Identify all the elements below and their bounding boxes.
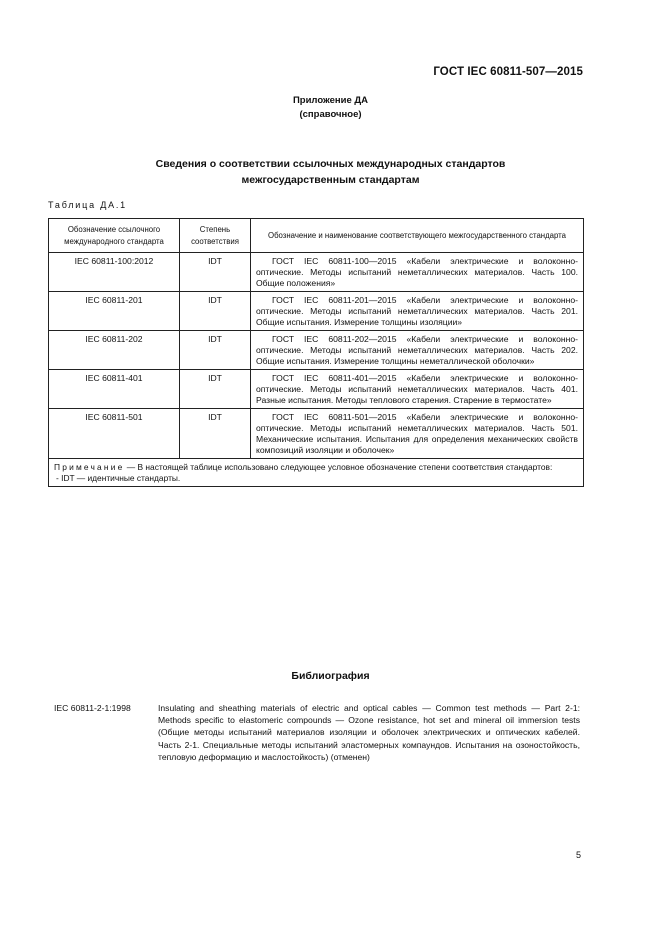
degree-cell: IDT [180, 253, 251, 292]
ref-standard-cell: IEC 60811-202 [49, 331, 180, 370]
ref-standard-cell: IEC 60811-100:2012 [49, 253, 180, 292]
ref-standard-cell: IEC 60811-201 [49, 292, 180, 331]
description-cell: ГОСТ IEC 60811-501—2015 «Кабели электрические и волоконно-оптические. Методы испытаний неметаллических материалов. Часть 501. Механические испытания. Испытания для определения механических свойств композиций изоляции и оболочек» [251, 409, 584, 459]
description-cell: ГОСТ IEC 60811-202—2015 «Кабели электрические и волоконно-оптические. Методы испытаний неметаллических материалов. Часть 202. Общие испытания. Измерение толщины неметаллической оболочки» [251, 331, 584, 370]
page-number: 5 [575, 850, 581, 860]
table-row [49, 253, 584, 292]
table-row [49, 331, 584, 370]
degree-cell: IDT [180, 331, 251, 370]
note-label: Примечание [54, 462, 125, 472]
table-row [49, 292, 584, 331]
annex-title: Приложение ДА [292, 95, 369, 106]
section-title-line2: межгосударственным стандартам [241, 174, 420, 186]
correspondence-table [48, 218, 584, 487]
section-title-line1: Сведения о соответствии ссылочных международных стандартов [155, 158, 506, 170]
ref-standard-cell: IEC 60811-401 [49, 370, 180, 409]
degree-cell: IDT [180, 409, 251, 459]
document-code: ГОСТ IEC 60811-507—2015 [433, 66, 583, 78]
note-item: - IDT — идентичные стандарты. [56, 473, 181, 483]
table-row [49, 370, 584, 409]
header-degree: Степень соответствия [180, 219, 251, 253]
bibliography-ref: IEC 60811-2-1:1998 [54, 703, 131, 713]
description-cell: ГОСТ IEC 60811-100—2015 «Кабели электрические и волоконно-оптические. Методы испытаний неметаллических материалов. Часть 100. Общие положения» [251, 253, 584, 292]
header-ref-standard: Обозначение ссылочного международного стандарта [49, 219, 180, 253]
table-caption: Таблица ДА.1 [48, 200, 127, 210]
table-header-row [49, 219, 584, 253]
table-row [49, 409, 584, 459]
table-note [49, 459, 584, 487]
description-cell: ГОСТ IEC 60811-401—2015 «Кабели электрические и волоконно-оптические. Методы испытаний неметаллических материалов. Часть 401. Разные испытания. Методы теплового старения. Старение в термостате» [251, 370, 584, 409]
table-note-row [49, 459, 584, 487]
annex-subtitle: (справочное) [299, 109, 362, 120]
degree-cell: IDT [180, 370, 251, 409]
note-text: — В настоящей таблице использовано следующее условное обозначение степени соответствия стандартов: [124, 462, 553, 472]
bibliography-text: Insulating and sheathing materials of electric and optical cables — Common test methods — Part 2-1: Methods specific to elastomeric compounds — Ozone resistance, hot set and mineral oil immersion tests (Общие методы испытаний материалов изоляции и оболочек электрических и оптических кабелей. Часть 2-1. Специальные методы испытаний эластомерных компаундов. Испытания на озоностойкость, тепловую деформацию и маслостойкость) (отменен) [158, 703, 580, 762]
description-cell: ГОСТ IEC 60811-201—2015 «Кабели электрические и волоконно-оптические. Методы испытаний неметаллических материалов. Часть 201. Общие испытания. Измерение толщины изоляции» [251, 292, 584, 331]
degree-cell: IDT [180, 292, 251, 331]
ref-standard-cell: IEC 60811-501 [49, 409, 180, 459]
bibliography-title: Библиография [291, 670, 370, 682]
header-interstate-standard: Обозначение и наименование соответствующего межгосударственного стандарта [251, 219, 584, 253]
